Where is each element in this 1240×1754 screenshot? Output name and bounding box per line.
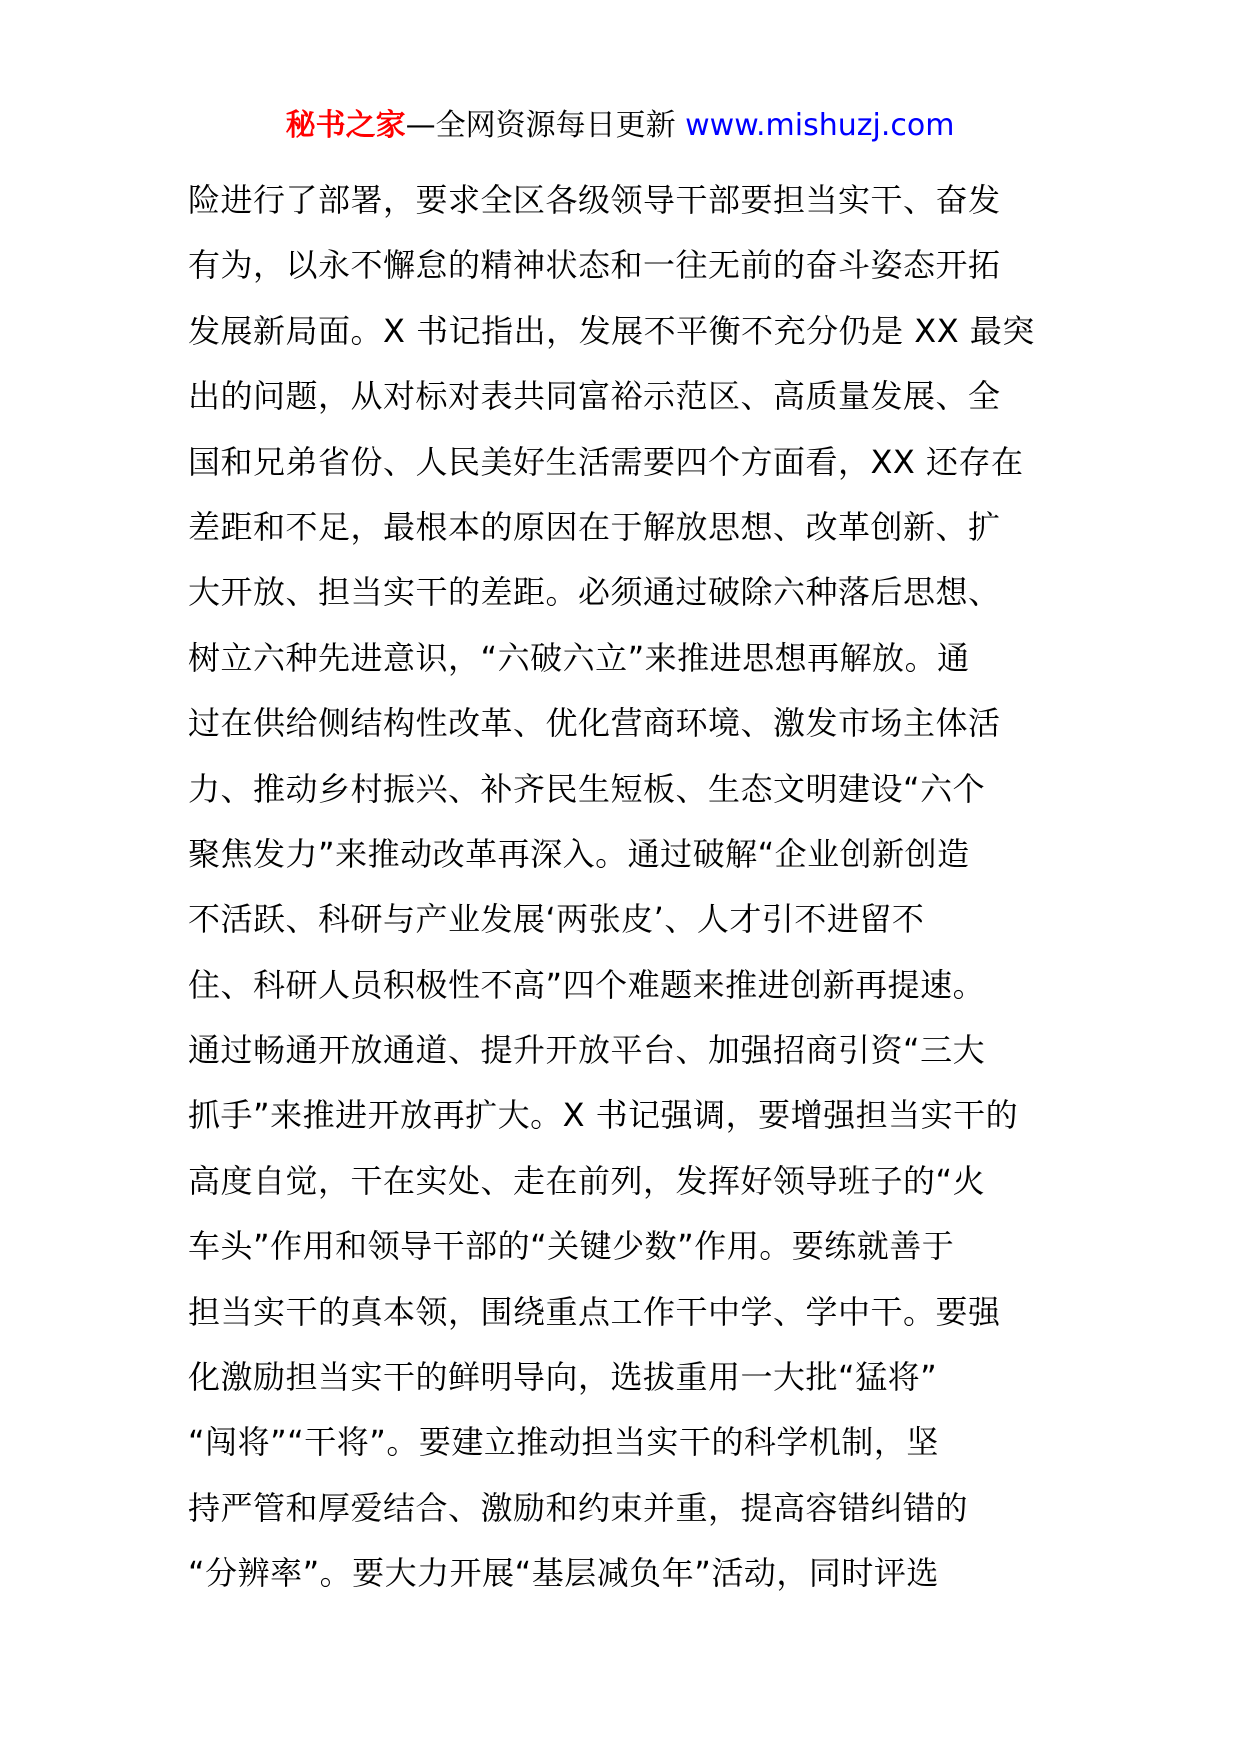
body-line: 险进行了部署，要求全区各级领导干部要担当实干、奋发 xyxy=(188,181,1001,219)
body-line: 住、科研人员积极性不高”四个难题来推进创新再提速。 xyxy=(188,965,986,1004)
body-line: 抓手”来推进开放再扩大。X 书记强调，要增强担当实干的 xyxy=(188,1096,1019,1135)
body-line: 发展新局面。X 书记指出，发展不平衡不充分仍是 XX 最突 xyxy=(188,311,1035,350)
body-line: 大开放、担当实干的差距。必须通过破除六种落后思想、 xyxy=(188,573,1001,612)
body-line: 高度自觉，干在实处、走在前列，发挥好领导班子的“火 xyxy=(188,1161,986,1200)
body-line: 车头”作用和领导干部的“关键少数”作用。要练就善于 xyxy=(188,1227,955,1266)
body-line: “分辨率”。要大力开展“基层减负年”活动，同时评选 xyxy=(188,1554,939,1593)
body-line: 持严管和厚爱结合、激励和约束并重，提高容错纠错的 xyxy=(188,1488,969,1527)
page-header xyxy=(0,104,1240,148)
body-line: “闯将”“干将”。要建立推动担当实干的科学机制，坚 xyxy=(188,1423,939,1462)
body-line: 过在供给侧结构性改革、优化营商环境、激发市场主体活 xyxy=(188,704,1001,743)
brand-name: 秘书之家 xyxy=(285,108,406,143)
body-line: 树立六种先进意识，“六破六立”来推进思想再解放。通 xyxy=(188,638,970,677)
website-url[interactable]: www.mishuzj.com xyxy=(685,108,955,143)
header-slogan: —全网资源每日更新 xyxy=(405,108,686,143)
body-line: 通过畅通开放通道、提升开放平台、加强招商引资“三大 xyxy=(188,1031,986,1070)
body-line: 聚焦发力”来推动改革再深入。通过破解“企业创新创造 xyxy=(188,834,970,873)
body-line: 差距和不足，最根本的原因在于解放思想、改革创新、扩 xyxy=(188,507,1001,546)
body-line: 化激励担当实干的鲜明导向，选拔重用一大批“猛将” xyxy=(188,1358,938,1397)
body-line: 不活跃、科研与产业发展‘两张皮’、人才引不进留不 xyxy=(188,900,925,939)
body-line: 担当实干的真本领，围绕重点工作干中学、学中干。要强 xyxy=(188,1292,1001,1331)
body-line: 有为，以永不懈怠的精神状态和一往无前的奋斗姿态开拓 xyxy=(188,246,1001,285)
document-body xyxy=(188,168,1068,1607)
body-line: 力、推动乡村振兴、补齐民生短板、生态文明建设“六个 xyxy=(188,769,986,808)
body-line: 国和兄弟省份、人民美好生活需要四个方面看，XX 还存在 xyxy=(188,442,1024,481)
body-line: 出的问题，从对标对表共同富裕示范区、高质量发展、全 xyxy=(188,377,1001,416)
